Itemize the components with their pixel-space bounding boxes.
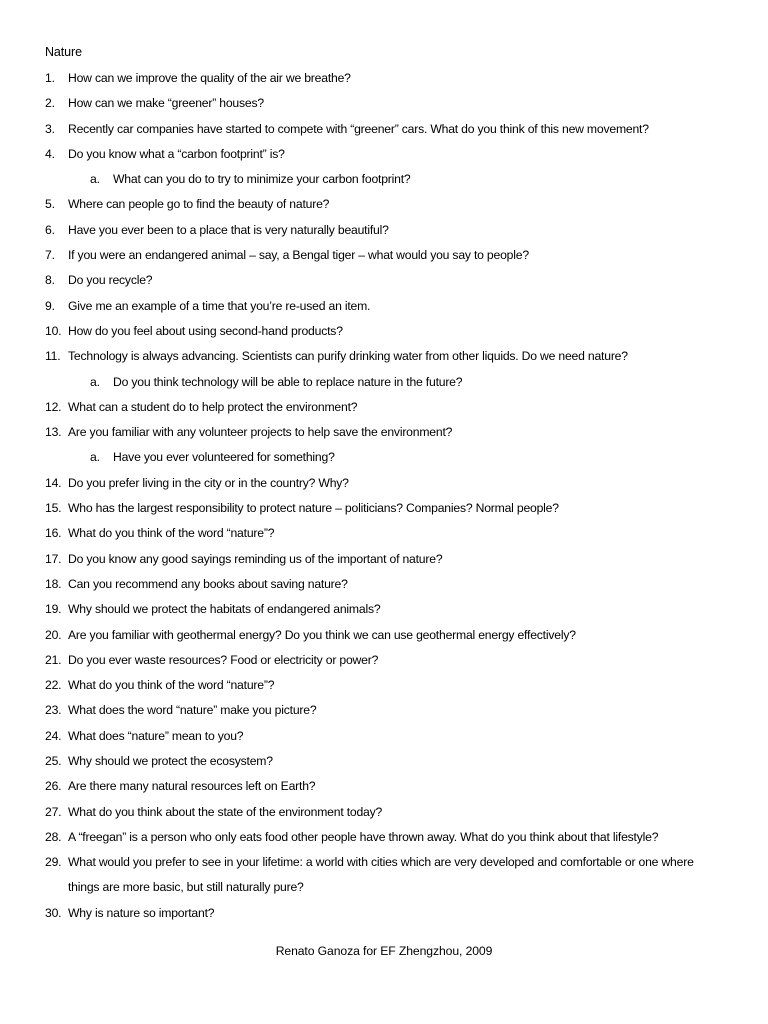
question-text: How can we make “greener” houses? <box>68 96 264 111</box>
question-number: 27. <box>45 804 62 819</box>
question-number: 11. <box>45 349 61 364</box>
question-item <box>45 95 745 120</box>
question-text: How can we improve the quality of the air we breathe? <box>68 71 351 85</box>
question-number: 6. <box>45 222 55 237</box>
question-text: What can a student do to help protect the environment? <box>68 399 358 414</box>
question-text: Do you think technology will be able to replace nature in the future? <box>113 374 463 389</box>
document-footer: Renato Ganoza for EF Zhengzhou, 2009 <box>275 944 493 958</box>
question-text: What do you think about the state of the environment today? <box>68 804 383 819</box>
question-number: 20. <box>45 627 62 642</box>
question-number: 10. <box>45 323 62 338</box>
question-number: a. <box>90 172 100 187</box>
sub-question-item <box>45 171 745 196</box>
question-text: What do you think of the word “nature”? <box>68 678 275 693</box>
question-item <box>45 298 745 323</box>
question-item <box>45 702 745 727</box>
question-number: 16. <box>45 526 62 541</box>
question-text: Do you ever waste resources? Food or electricity or power? <box>68 652 379 667</box>
question-number: 13. <box>45 425 62 440</box>
question-text: A “freegan” is a person who only eats food other people have thrown away. What do you think about that lifestyle? <box>68 829 659 844</box>
question-item <box>45 728 745 753</box>
question-item <box>45 222 745 247</box>
question-text: What does the word “nature” make you picture? <box>68 703 317 718</box>
question-number: 19. <box>45 602 62 617</box>
question-text: Why should we protect the habitats of endangered animals? <box>68 602 381 617</box>
question-number: 29. <box>45 855 62 870</box>
question-item <box>45 854 745 905</box>
question-text: What do you think of the word “nature”? <box>68 526 275 541</box>
question-number: a. <box>90 374 100 389</box>
question-item <box>45 601 745 626</box>
question-number: 23. <box>45 703 62 718</box>
question-text: Where can people go to find the beauty of nature? <box>68 197 330 212</box>
question-text: Do you prefer living in the city or in the country? Why? <box>68 475 349 490</box>
question-text: What would you prefer to see in your lifetime: a world with cities which are very developed and comfortable or one where things are more basic, but still naturally pure? <box>68 854 694 894</box>
question-item <box>45 272 745 297</box>
question-text: What does “nature” mean to you? <box>68 728 244 743</box>
document-title: Nature <box>45 45 82 59</box>
question-text: Do you recycle? <box>68 273 153 288</box>
question-text: Give me an example of a time that you’re re-used an item. <box>68 298 371 313</box>
question-number: 9. <box>45 298 55 313</box>
question-item <box>45 121 745 146</box>
question-item <box>45 905 745 930</box>
question-text: Are you familiar with geothermal energy? Do you think we can use geothermal energy effectively? <box>68 627 576 642</box>
question-text: Can you recommend any books about saving nature? <box>68 576 348 591</box>
question-number: 15. <box>45 501 62 516</box>
question-item <box>45 753 745 778</box>
question-number: 2. <box>45 96 55 111</box>
question-text: Have you ever volunteered for something? <box>113 450 335 465</box>
sub-question-item <box>45 449 745 474</box>
question-number: 7. <box>45 248 55 263</box>
question-number: a. <box>90 450 100 465</box>
question-text: If you were an endangered animal – say, a Bengal tiger – what would you say to people? <box>68 248 529 263</box>
question-item <box>45 146 745 171</box>
question-item <box>45 323 745 348</box>
question-number: 17. <box>45 551 62 566</box>
sub-question-item <box>45 374 745 399</box>
question-number: 3. <box>45 121 55 136</box>
question-number: 28. <box>45 829 62 844</box>
question-text: Are you familiar with any volunteer projects to help save the environment? <box>68 425 453 440</box>
question-text: Do you know any good sayings reminding us of the important of nature? <box>68 551 443 566</box>
question-text: Do you know what a “carbon footprint” is? <box>68 146 285 161</box>
question-item <box>45 525 745 550</box>
question-number: 24. <box>45 728 62 743</box>
question-text: Recently car companies have started to compete with “greener” cars. What do you think of this new movement? <box>68 121 649 136</box>
question-text: Why should we protect the ecosystem? <box>68 754 273 769</box>
question-text: Who has the largest responsibility to protect nature – politicians? Companies? Normal people? <box>68 501 559 516</box>
question-text: Technology is always advancing. Scientists can purify drinking water from other liquids. Do we need nature? <box>68 349 628 364</box>
question-number: 26. <box>45 779 62 794</box>
question-item <box>45 348 745 373</box>
question-text: What can you do to try to minimize your carbon footprint? <box>113 172 411 187</box>
question-item <box>45 627 745 652</box>
question-number: 8. <box>45 273 55 288</box>
question-number: 4. <box>45 146 55 161</box>
question-number: 21. <box>45 652 62 667</box>
question-item <box>45 247 745 272</box>
question-number: 14. <box>45 475 62 490</box>
question-number: 22. <box>45 678 62 693</box>
question-number: 5. <box>45 197 55 212</box>
question-item <box>45 778 745 803</box>
question-item <box>45 475 745 500</box>
question-item <box>45 399 745 424</box>
question-item <box>45 196 745 221</box>
question-number: 25. <box>45 754 62 769</box>
question-list <box>45 70 745 930</box>
question-item <box>45 576 745 601</box>
question-item <box>45 804 745 829</box>
question-number: 12. <box>45 399 62 414</box>
question-number: 30. <box>45 905 62 920</box>
question-item <box>45 652 745 677</box>
question-number: 18. <box>45 576 62 591</box>
question-number: 1. <box>45 71 55 85</box>
question-text: How do you feel about using second-hand products? <box>68 323 343 338</box>
question-item <box>45 677 745 702</box>
question-text: Why is nature so important? <box>68 905 215 920</box>
question-item <box>45 70 745 95</box>
question-item <box>45 500 745 525</box>
question-item <box>45 551 745 576</box>
question-text: Are there many natural resources left on Earth? <box>68 779 316 794</box>
question-item <box>45 424 745 449</box>
question-text: Have you ever been to a place that is very naturally beautiful? <box>68 222 389 237</box>
